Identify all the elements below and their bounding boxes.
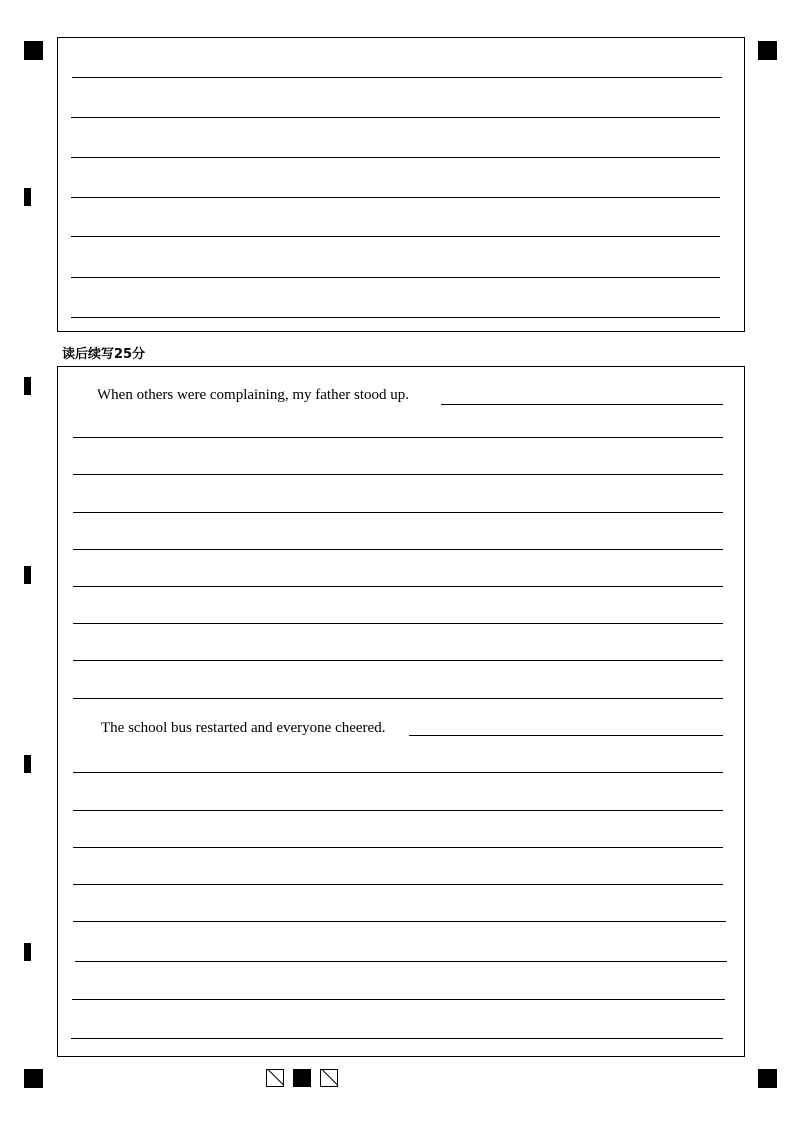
- paragraph-2-first-line: [409, 735, 723, 736]
- corner-marker-top-right: [758, 41, 777, 60]
- writing-line: [71, 117, 720, 118]
- paragraph-1-prompt: When others were complaining, my father stood up.: [97, 387, 409, 403]
- previous-answer-box[interactable]: [57, 37, 745, 332]
- writing-line: [73, 698, 723, 699]
- writing-line: [72, 999, 725, 1000]
- writing-line: [71, 157, 720, 158]
- writing-line: [73, 772, 723, 773]
- writing-line: [73, 847, 723, 848]
- writing-line: [73, 512, 723, 513]
- writing-line: [71, 1038, 723, 1039]
- writing-line: [72, 77, 722, 78]
- writing-line: [73, 884, 723, 885]
- corner-marker-bottom-left: [24, 1069, 43, 1088]
- empty-box-mark: [266, 1069, 284, 1087]
- corner-marker-bottom-right: [758, 1069, 777, 1088]
- timing-mark: [24, 943, 31, 961]
- writing-line: [73, 474, 723, 475]
- filled-box-mark: [293, 1069, 311, 1087]
- paragraph-2-prompt: The school bus restarted and everyone cheered.: [101, 720, 386, 736]
- writing-line: [73, 549, 723, 550]
- writing-line: [73, 660, 723, 661]
- writing-line: [71, 197, 720, 198]
- section-title: 读后续写25分: [62, 347, 146, 362]
- timing-mark: [24, 377, 31, 395]
- timing-mark: [24, 566, 31, 584]
- writing-line: [71, 236, 720, 237]
- writing-line: [73, 810, 723, 811]
- timing-mark: [24, 755, 31, 773]
- writing-line: [73, 437, 723, 438]
- writing-line: [71, 277, 720, 278]
- writing-line: [73, 623, 723, 624]
- writing-line: [71, 317, 720, 318]
- continuation-writing-box[interactable]: [57, 366, 745, 1057]
- writing-line: [73, 921, 726, 922]
- timing-mark: [24, 188, 31, 206]
- writing-line: [75, 961, 727, 962]
- paragraph-1-first-line: [441, 404, 723, 405]
- corner-marker-top-left: [24, 41, 43, 60]
- page-id-marks: [266, 1069, 338, 1087]
- writing-line: [73, 586, 723, 587]
- empty-box-mark: [320, 1069, 338, 1087]
